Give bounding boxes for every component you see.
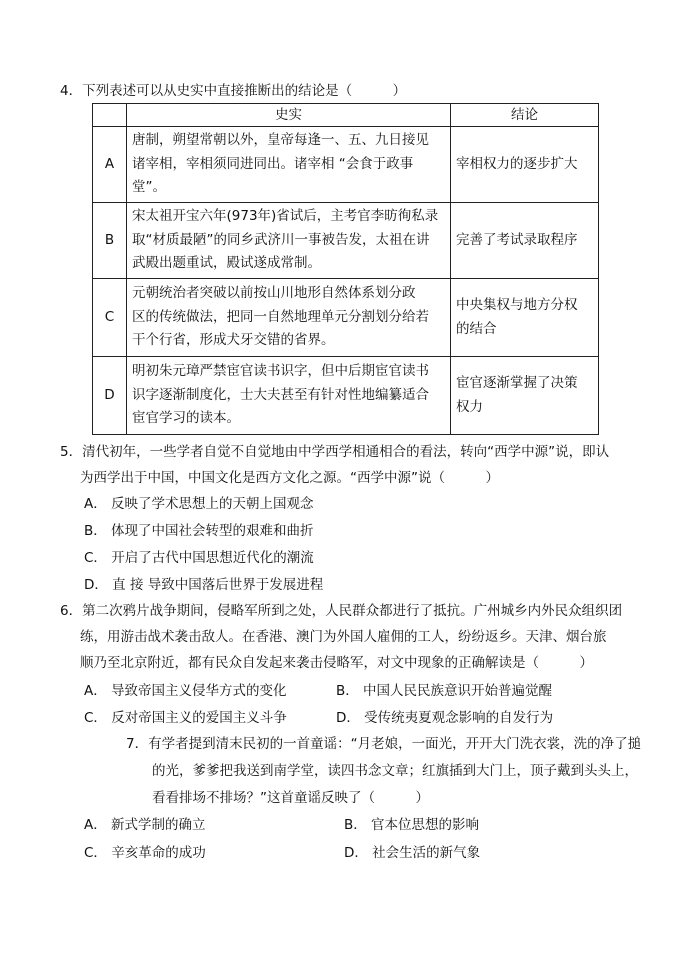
question-4-stem: 4．下列表述可以从史实中直接推断出的结论是（ ） bbox=[60, 83, 407, 99]
fact-cell bbox=[127, 127, 451, 203]
fact-line: 堂”。 bbox=[132, 179, 166, 196]
fact-cell bbox=[127, 279, 451, 357]
fact-line: 取“材质最陋”的同乡武济川一事被告发，太祖在讲 bbox=[132, 231, 430, 248]
fact-line: 干个行省，形成犬牙交错的省界。 bbox=[132, 332, 335, 349]
fact-line: 武殿出题重试，殿试遂成常制。 bbox=[132, 255, 321, 272]
question-6-stem-line: 顺乃至北京附近，都有民众自发起来袭击侵略军，对文中现象的正确解读是（ ） bbox=[80, 655, 593, 671]
table-row bbox=[93, 127, 599, 203]
table-row bbox=[93, 203, 599, 279]
question-7-stem-line: 7．有学者提到清末民初的一首童谣：“月老娘，一面光，开开大门洗衣裳，洗的净了搥 bbox=[126, 736, 642, 752]
conclusion-line: 宦官逐渐掌握了决策 bbox=[456, 375, 578, 391]
conclusion-cell bbox=[451, 127, 599, 203]
row-label: B bbox=[93, 203, 127, 279]
question-5-option-d: D． 直 接 导致中国落后世界于发展进程 bbox=[84, 577, 324, 593]
conclusion-line: 完善了考试录取程序 bbox=[456, 231, 578, 248]
table-corner-cell bbox=[93, 104, 127, 127]
question-6-option-c: C． 反对帝国主义的爱国主义斗争 bbox=[84, 710, 287, 726]
history-facts-table bbox=[92, 103, 599, 435]
header-facts: 史实 bbox=[127, 104, 451, 127]
question-7-stem-line: 看看排场不排场？”这首童谣反映了（ ） bbox=[152, 790, 429, 806]
fact-line: 诸宰相，宰相须同进同出。诸宰相 “会食于政事 bbox=[132, 155, 414, 172]
question-5-option-a: A． 反映了学术思想上的天朝上国观念 bbox=[84, 496, 314, 512]
question-7-option-c: C． 辛亥革命的成功 bbox=[84, 845, 206, 861]
question-6-option-d: D． 受传统夷夏观念影响的自发行为 bbox=[336, 710, 554, 726]
fact-line: 元朝统治者突破以前按山川地形自然体系划分政 bbox=[132, 285, 416, 302]
conclusion-line: 的结合 bbox=[456, 320, 497, 337]
question-7-option-a: A． 新式学制的确立 bbox=[84, 817, 206, 833]
conclusion-cell bbox=[451, 357, 599, 435]
fact-line: 唐制，朔望常朝以外，皇帝每逢一、五、九日接见 bbox=[132, 132, 429, 149]
fact-cell bbox=[127, 357, 451, 435]
fact-line: 明初朱元璋严禁宦官读书识字，但中后期宦官读书 bbox=[132, 363, 429, 380]
fact-line: 宋太祖开宝六年(973年)省试后，主考官李昉徇私录 bbox=[132, 208, 439, 225]
question-6-option-a: A． 导致帝国主义侵华方式的变化 bbox=[84, 683, 287, 699]
question-6-option-b: B． 中国人民民族意识开始普遍觉醒 bbox=[336, 683, 553, 699]
conclusion-line: 权力 bbox=[456, 398, 483, 415]
row-label: D bbox=[93, 357, 127, 435]
fact-cell bbox=[127, 203, 451, 279]
fact-line: 识字逐渐制度化，士大夫甚至有针对性地编纂适合 bbox=[132, 386, 429, 403]
table-row bbox=[93, 357, 599, 435]
question-7-option-b: B． 官本位思想的影响 bbox=[344, 817, 480, 833]
conclusion-line: 中央集权与地方分权 bbox=[456, 297, 578, 313]
question-7-stem-line: 的光，爹爹把我送到南学堂，读四书念文章；红旗插到大门上，顶子戴到头头上， bbox=[152, 763, 638, 779]
fact-line: 宦官学习的读本。 bbox=[132, 410, 240, 427]
question-5-stem-line: 5．清代初年，一些学者自觉不自觉地由中学西学相通相合的看法，转向“西学中源”说，即认 bbox=[60, 444, 610, 460]
table-header-row bbox=[93, 104, 599, 127]
question-7-option-d: D． 社会生活的新气象 bbox=[344, 845, 481, 861]
question-6-stem-line: 练，用游击战术袭击敌人。在香港、澳门为外国人雇佣的工人，纷纷返乡。天津、烟台旅 bbox=[80, 629, 607, 645]
question-5-option-c: C． 开启了古代中国思想近代化的潮流 bbox=[84, 550, 314, 566]
conclusion-cell bbox=[451, 203, 599, 279]
conclusion-line: 宰相权力的逐步扩大 bbox=[456, 155, 578, 172]
question-5-stem-line: 为西学出于中国，中国文化是西方文化之源。“西学中源”说（ ） bbox=[80, 470, 499, 486]
table-row bbox=[93, 279, 599, 357]
conclusion-cell bbox=[451, 279, 599, 357]
row-label: A bbox=[93, 127, 127, 203]
row-label: C bbox=[93, 279, 127, 357]
fact-line: 区的传统做法，把同一自然地理单元分割划分给若 bbox=[132, 308, 429, 325]
question-6-stem-line: 6．第二次鸦片战争期间，侵略军所到之处，人民群众都进行了抵抗。广州城乡内外民众组织团 bbox=[60, 603, 623, 619]
question-5-option-b: B． 体现了中国社会转型的艰难和曲折 bbox=[84, 523, 314, 539]
header-conclusion: 结论 bbox=[451, 104, 599, 127]
